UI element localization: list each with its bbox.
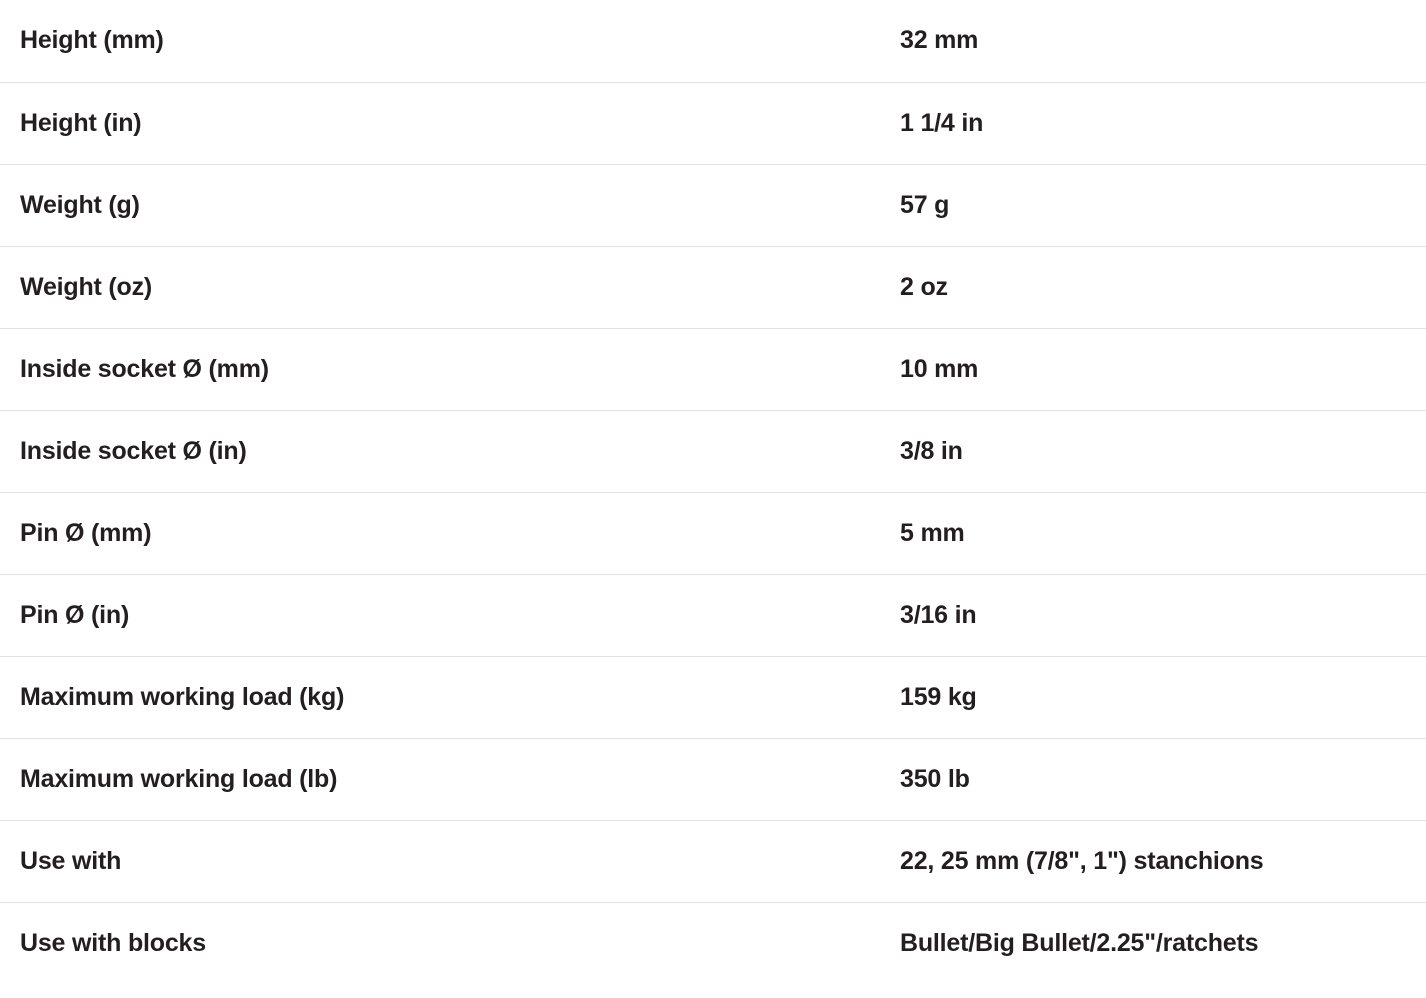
spec-label: Pin Ø (mm)	[20, 518, 152, 547]
spec-label: Height (mm)	[20, 26, 164, 55]
spec-value: 22, 25 mm (7/8", 1") stanchions	[900, 846, 1264, 875]
table-row	[0, 656, 1426, 738]
table-row	[0, 574, 1426, 656]
table-row	[0, 492, 1426, 574]
spec-value: 3/16 in	[900, 600, 977, 629]
table-row	[0, 82, 1426, 164]
spec-value: 5 mm	[900, 518, 965, 547]
spec-label: Maximum working load (lb)	[20, 764, 338, 793]
table-row	[0, 902, 1426, 984]
spec-value: 2 oz	[900, 272, 948, 301]
spec-value: 10 mm	[900, 354, 979, 383]
table-row	[0, 246, 1426, 328]
spec-label: Pin Ø (in)	[20, 600, 130, 629]
spec-label: Maximum working load (kg)	[20, 682, 345, 711]
table-row	[0, 410, 1426, 492]
spec-value: 350 lb	[900, 764, 970, 793]
spec-value: 32 mm	[900, 26, 979, 55]
spec-label: Use with blocks	[20, 928, 206, 957]
spec-value: 159 kg	[900, 682, 977, 711]
table-row	[0, 738, 1426, 820]
table-row	[0, 328, 1426, 410]
spec-label: Height (in)	[20, 108, 142, 137]
spec-label: Use with	[20, 846, 122, 875]
spec-label: Weight (oz)	[20, 272, 153, 301]
spec-value: 1 1/4 in	[900, 108, 984, 137]
spec-label: Inside socket Ø (mm)	[20, 354, 269, 383]
table-row	[0, 820, 1426, 902]
spec-value: 3/8 in	[900, 436, 963, 465]
spec-value: 57 g	[900, 190, 950, 219]
table-row	[0, 0, 1426, 82]
spec-value: Bullet/Big Bullet/2.25"/ratchets	[900, 928, 1259, 957]
spec-label: Weight (g)	[20, 190, 140, 219]
table-row	[0, 164, 1426, 246]
spec-label: Inside socket Ø (in)	[20, 436, 247, 465]
